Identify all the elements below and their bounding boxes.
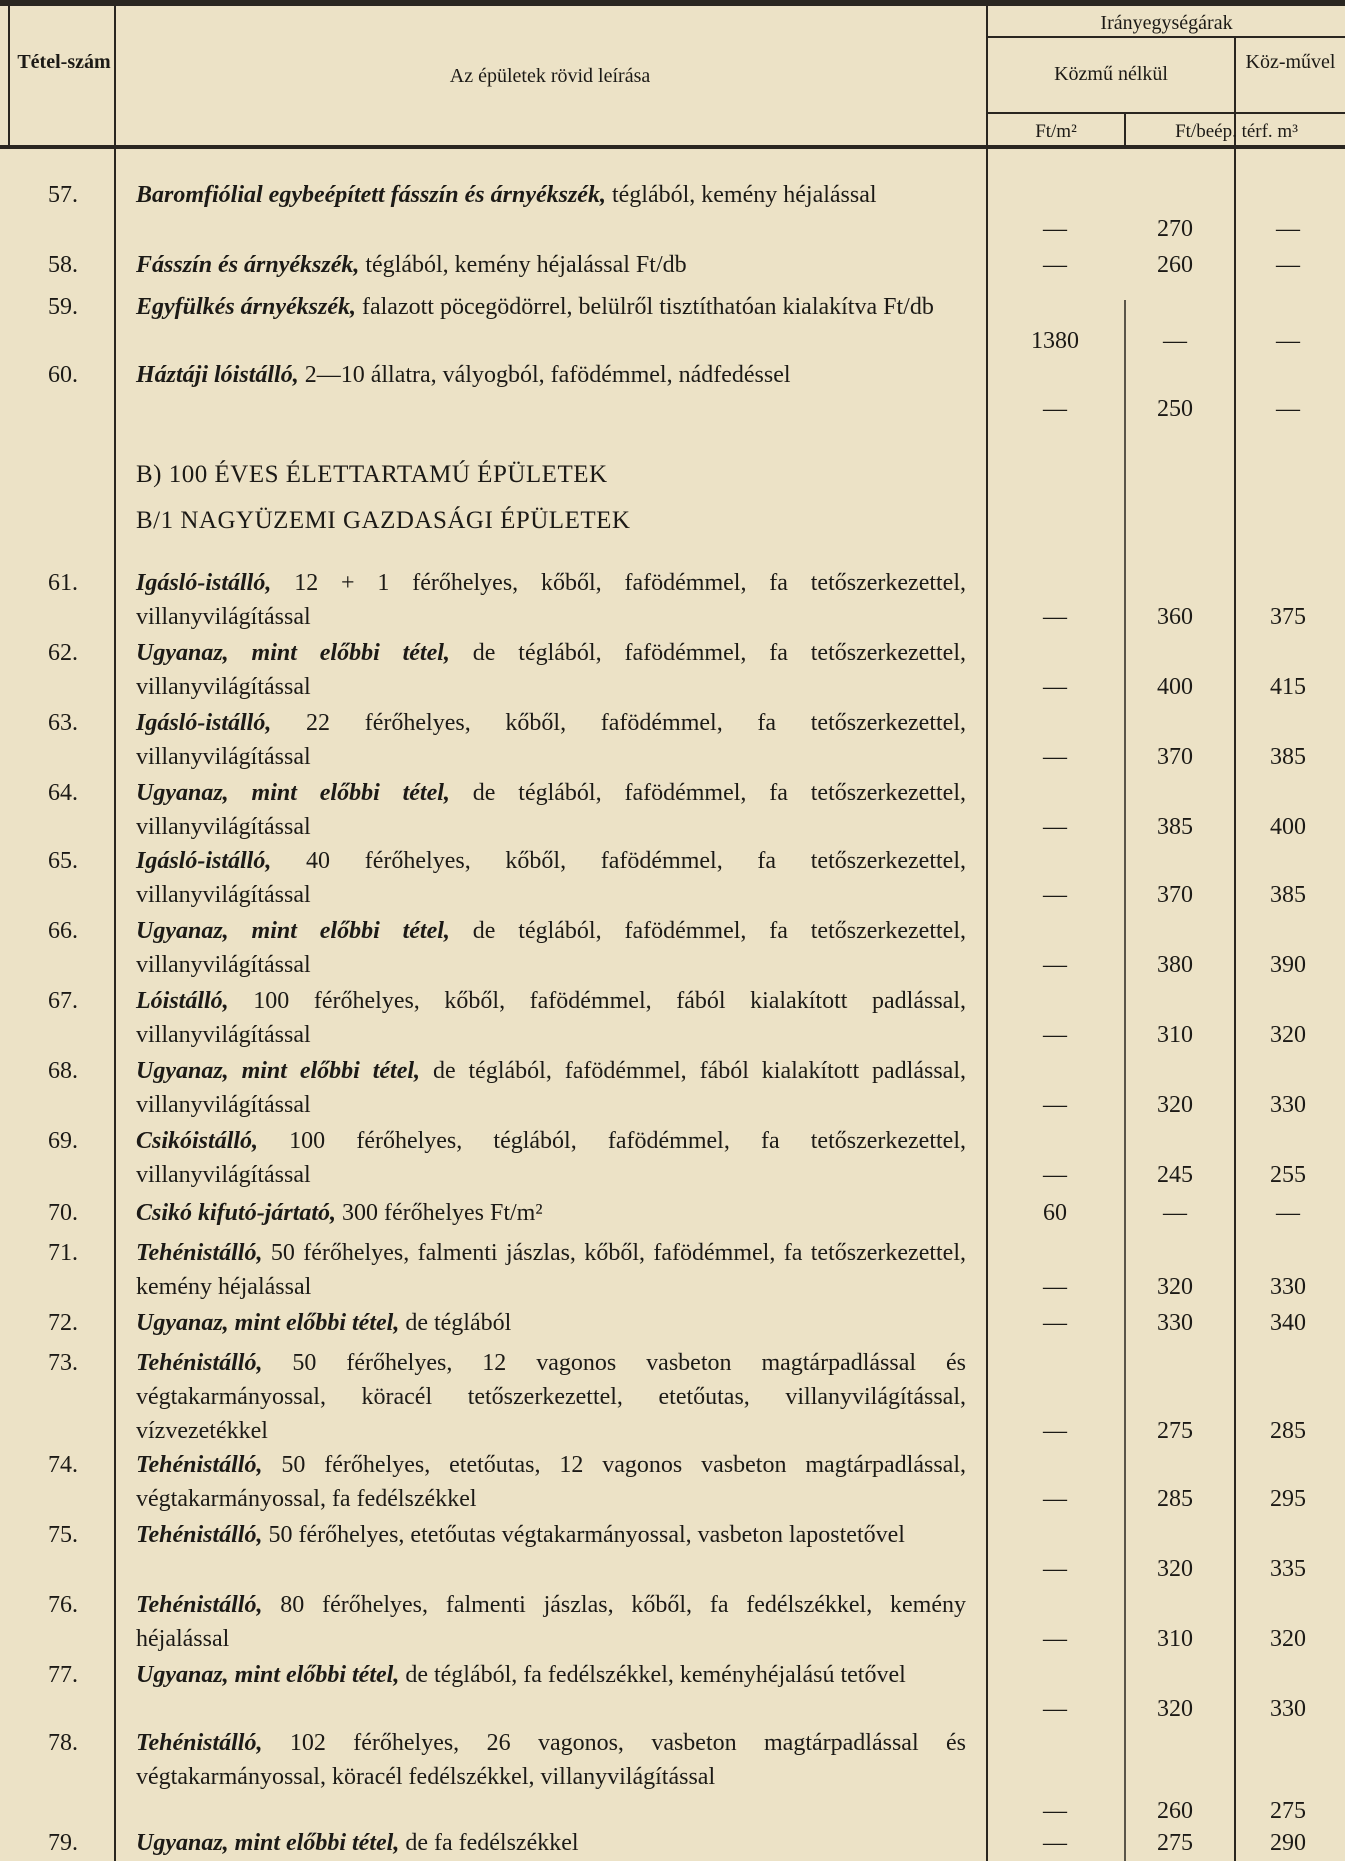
subsection-heading: B/1 NAGYÜZEMI GAZDASÁGI ÉPÜLETEK <box>136 507 631 534</box>
item-description: Tehénistálló, 50 férőhelyes, 12 vagonos vasbeton magtárpadlással és végtakarmányossal, köracél tetőszerkezettel, etetőutas, villanyvilágítással, vízvezetékkel <box>136 1350 966 1444</box>
item-number: 75. <box>48 1522 78 1548</box>
price-utility: 400 <box>1270 814 1306 840</box>
price-m2: — <box>1043 1092 1067 1118</box>
item-number: 69. <box>48 1128 78 1154</box>
section-heading: B) 100 ÉVES ÉLETTARTAMÚ ÉPÜLETEK <box>136 461 608 488</box>
item-description: Ugyanaz, mint előbbi tétel, de téglából, fa fedélszékkel, keményhéjalású tetővel <box>136 1662 906 1688</box>
header-group-rule <box>986 36 1345 38</box>
price-no-utility: 320 <box>1157 1274 1193 1300</box>
price-utility: 285 <box>1270 1418 1306 1444</box>
price-no-utility: 250 <box>1157 396 1193 422</box>
header-left-border <box>8 6 10 148</box>
price-m2: — <box>1043 396 1067 422</box>
price-utility: 275 <box>1270 1798 1306 1824</box>
price-m2: — <box>1043 216 1067 242</box>
item-description: Tehénistálló, 50 férőhelyes, etetőutas, 12 vagonos vasbeton magtárpadlással, végtakarmányossal, fa fedélszékkel <box>136 1452 966 1512</box>
item-number: 57. <box>48 182 78 208</box>
item-description: Igásló-istálló, 40 férőhelyes, kőből, fafödémmel, fa tetőszerkezettel, villanyvilágítással <box>136 848 966 908</box>
price-utility: 295 <box>1270 1486 1306 1512</box>
price-no-utility: 380 <box>1157 952 1193 978</box>
price-m2: — <box>1043 744 1067 770</box>
item-description: Egyfülkés árnyékszék, falazott pöcegödörrel, belülről tisztíthatóan kialakítva Ft/db <box>136 294 934 320</box>
price-utility: 330 <box>1270 1092 1306 1118</box>
price-no-utility: 385 <box>1157 814 1193 840</box>
header-unit-m3: Ft/beép. térf. m³ <box>1175 121 1298 142</box>
item-description: Igásló-istálló, 22 férőhelyes, kőből, fafödémmel, fa tetőszerkezettel, villanyvilágítással <box>136 710 966 770</box>
item-number: 71. <box>48 1240 78 1266</box>
price-no-utility: 260 <box>1157 252 1193 278</box>
item-number: 67. <box>48 988 78 1014</box>
item-description: Ugyanaz, mint előbbi tétel, de téglából <box>136 1310 512 1336</box>
price-no-utility: 260 <box>1157 1798 1193 1824</box>
price-m2: — <box>1043 1022 1067 1048</box>
price-no-utility: — <box>1163 328 1187 354</box>
price-m2: — <box>1043 1696 1067 1722</box>
item-number: 79. <box>48 1830 78 1856</box>
price-no-utility: 400 <box>1157 674 1193 700</box>
price-m2: 1380 <box>1031 328 1079 354</box>
price-no-utility: 330 <box>1157 1310 1193 1336</box>
price-utility: — <box>1276 1200 1300 1226</box>
price-m2: — <box>1043 252 1067 278</box>
price-m2: — <box>1043 1830 1067 1856</box>
price-utility: — <box>1276 216 1300 242</box>
item-number: 77. <box>48 1662 78 1688</box>
price-utility: 390 <box>1270 952 1306 978</box>
item-description: Ugyanaz, mint előbbi tétel, de téglából, fafödémmel, fa tetőszerkezettel, villanyvilágítással <box>136 780 966 840</box>
price-m2: — <box>1043 1162 1067 1188</box>
price-utility: 415 <box>1270 674 1306 700</box>
item-description: Fásszín és árnyékszék, téglából, kemény héjalással Ft/db <box>136 252 687 278</box>
column-divider-utility <box>1234 38 1236 1861</box>
item-description: Tehénistálló, 102 férőhelyes, 26 vagonos, vasbeton magtárpadlással és végtakarmányossal, köracél fedélszékkel, villanyvilágítással <box>136 1730 966 1790</box>
price-utility: — <box>1276 396 1300 422</box>
item-number: 74. <box>48 1452 78 1478</box>
price-m2: — <box>1043 882 1067 908</box>
item-description: Lóistálló, 100 férőhelyes, kőből, fafödémmel, fából kialakított padlással, villanyvilágítással <box>136 988 966 1048</box>
column-divider-num <box>114 6 116 1861</box>
item-description: Tehénistálló, 50 férőhelyes, etetőutas végtakarmányossal, vasbeton lapostetővel <box>136 1522 905 1548</box>
price-no-utility: 360 <box>1157 604 1193 630</box>
price-m2: — <box>1043 1274 1067 1300</box>
item-number: 59. <box>48 294 78 320</box>
price-no-utility: 245 <box>1157 1162 1193 1188</box>
price-no-utility: 310 <box>1157 1022 1193 1048</box>
header-unit-prices: Irányegységárak <box>1100 12 1233 34</box>
price-utility: 320 <box>1270 1626 1306 1652</box>
header-unit-m2: Ft/m² <box>1035 121 1077 142</box>
item-number: 76. <box>48 1592 78 1618</box>
price-no-utility: 370 <box>1157 744 1193 770</box>
price-m2: — <box>1043 604 1067 630</box>
price-m2: — <box>1043 1486 1067 1512</box>
price-utility: 340 <box>1270 1310 1306 1336</box>
price-no-utility: 310 <box>1157 1626 1193 1652</box>
price-no-utility: 370 <box>1157 882 1193 908</box>
item-number: 61. <box>48 570 78 596</box>
price-m2: — <box>1043 1626 1067 1652</box>
price-no-utility: 275 <box>1157 1830 1193 1856</box>
price-utility: 385 <box>1270 744 1306 770</box>
price-utility: 385 <box>1270 882 1306 908</box>
item-description: Csikó kifutó-jártató, 300 férőhelyes Ft/m² <box>136 1200 543 1226</box>
header-top-rule <box>0 0 1345 6</box>
header-bottom-rule <box>0 145 1345 149</box>
item-description: Ugyanaz, mint előbbi tétel, de fa fedélszékkel <box>136 1830 579 1856</box>
item-description: Ugyanaz, mint előbbi tétel, de téglából, fafödémmel, fából kialakított padlással, villanyvilágítással <box>136 1058 966 1118</box>
header-with-utilities: Köz-művel <box>1245 51 1336 73</box>
item-number: 73. <box>48 1350 78 1376</box>
price-m2: — <box>1043 1310 1067 1336</box>
price-m2: — <box>1043 674 1067 700</box>
price-no-utility: 275 <box>1157 1418 1193 1444</box>
item-number: 78. <box>48 1730 78 1756</box>
header-without-utilities: Közmű nélkül <box>1054 63 1168 85</box>
price-no-utility: 285 <box>1157 1486 1193 1512</box>
header-unit-divider <box>1124 112 1126 148</box>
price-utility: 290 <box>1270 1830 1306 1856</box>
header-description: Az épületek rövid leírása <box>449 65 651 87</box>
item-number: 65. <box>48 848 78 874</box>
price-utility: 375 <box>1270 604 1306 630</box>
price-no-utility: 320 <box>1157 1696 1193 1722</box>
price-utility: 335 <box>1270 1556 1306 1582</box>
price-m2: 60 <box>1043 1200 1067 1226</box>
item-number: 72. <box>48 1310 78 1336</box>
header-unit-rule <box>986 112 1345 114</box>
item-number: 70. <box>48 1200 78 1226</box>
item-description: Ugyanaz, mint előbbi tétel, de téglából, fafödémmel, fa tetőszerkezettel, villanyvilágítással <box>136 918 966 978</box>
item-description: Tehénistálló, 50 férőhelyes, falmenti jászlas, kőből, fafödémmel, fa tetőszerkezettel, kemény héjalással <box>136 1240 966 1300</box>
item-description: Csikóistálló, 100 férőhelyes, téglából, fafödémmel, fa tetőszerkezettel, villanyvilágítással <box>136 1128 966 1188</box>
price-no-utility: — <box>1163 1200 1187 1226</box>
item-number: 66. <box>48 918 78 944</box>
item-number: 64. <box>48 780 78 806</box>
item-description: Baromfiólial egybeépített fásszín és árnyékszék, téglából, kemény héjalással <box>136 182 877 208</box>
item-description: Ugyanaz, mint előbbi tétel, de téglából, fafödémmel, fa tetőszerkezettel, villanyvilágítással <box>136 640 966 700</box>
header-item-number: Tétel-szám <box>17 51 111 73</box>
price-m2: — <box>1043 1798 1067 1824</box>
column-divider-desc <box>986 6 988 1861</box>
item-number: 62. <box>48 640 78 666</box>
price-utility: 255 <box>1270 1162 1306 1188</box>
price-utility: 330 <box>1270 1696 1306 1722</box>
price-utility: 330 <box>1270 1274 1306 1300</box>
price-m2: — <box>1043 814 1067 840</box>
item-description: Háztáji lóistálló, 2—10 állatra, vályogból, fafödémmel, nádfedéssel <box>136 362 791 388</box>
price-no-utility: 320 <box>1157 1092 1193 1118</box>
price-utility: 320 <box>1270 1022 1306 1048</box>
item-description: Igásló-istálló, 12 + 1 férőhelyes, kőből, fafödémmel, fa tetőszerkezettel, villanyvilágítással <box>136 570 966 630</box>
price-m2: — <box>1043 1418 1067 1444</box>
item-number: 68. <box>48 1058 78 1084</box>
item-number: 63. <box>48 710 78 736</box>
price-no-utility: 320 <box>1157 1556 1193 1582</box>
price-no-utility: 270 <box>1157 216 1193 242</box>
item-number: 60. <box>48 362 78 388</box>
price-m2: — <box>1043 952 1067 978</box>
item-number: 58. <box>48 252 78 278</box>
price-utility: — <box>1276 328 1300 354</box>
price-utility: — <box>1276 252 1300 278</box>
item-description: Tehénistálló, 80 férőhelyes, falmenti jászlas, kőből, fa fedélszékkel, kemény héjalással <box>136 1592 966 1652</box>
price-m2: — <box>1043 1556 1067 1582</box>
